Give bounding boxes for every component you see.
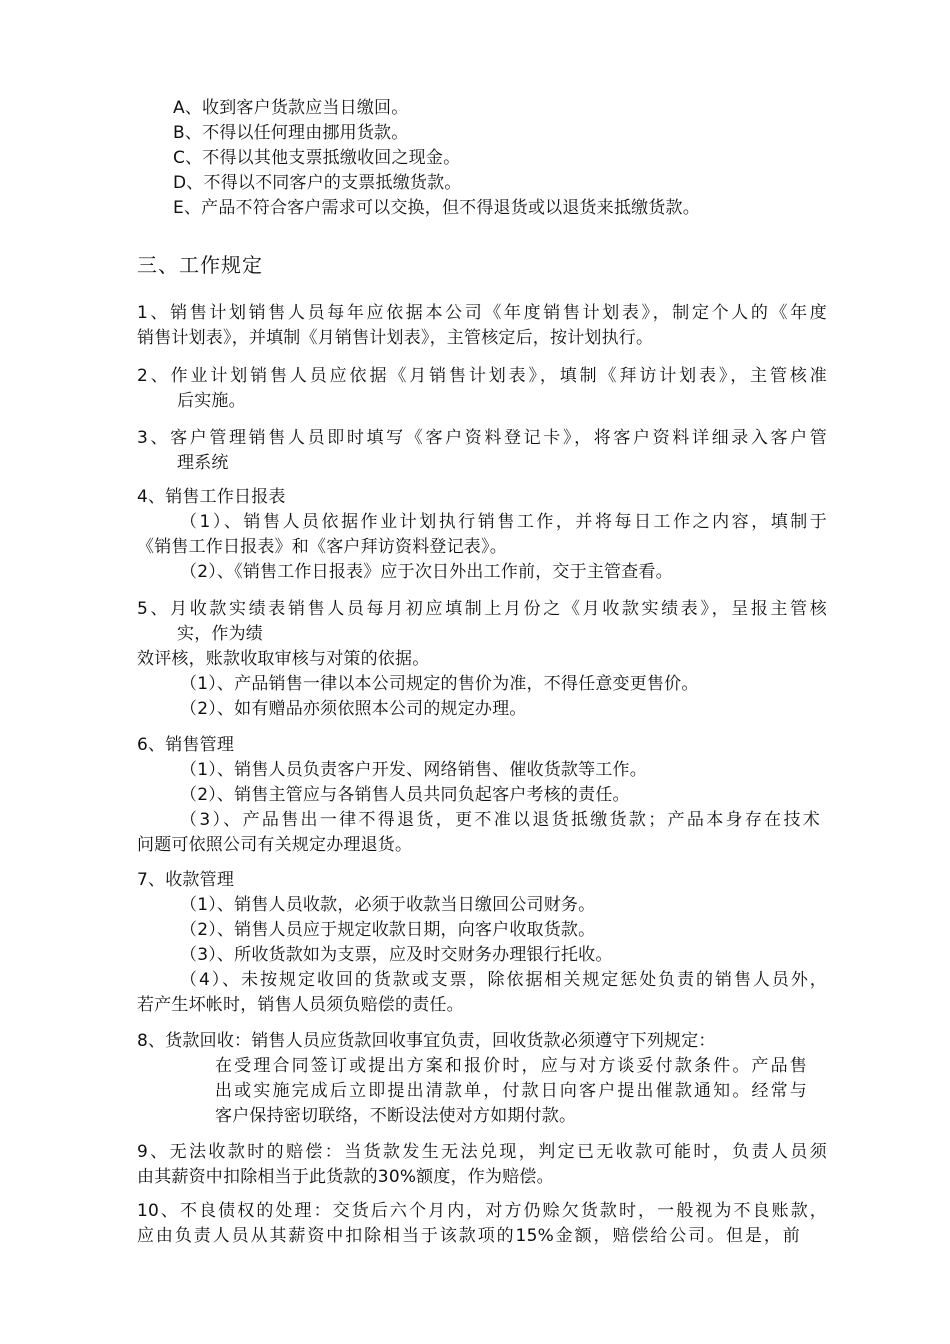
paragraph-line: 问题可依照公司有关规定办理退货。 — [137, 835, 413, 855]
paragraph-line: 《销售工作日报表》和《客户拜访资料登记表》。 — [137, 537, 507, 557]
paragraph-line: （3）、所收货款如为支票，应及时交财务办理银行托收。 — [180, 945, 613, 965]
paragraph-line: （4）、未按规定收回的货款或支票，除依据相关规定惩处负责的销售人员外， — [180, 970, 827, 990]
paragraph-line: （1）、销售人员依据作业计划执行销售工作，并将每日工作之内容，填制于 — [180, 512, 827, 532]
item-title: 7、收款管理 — [137, 870, 235, 890]
paragraph-line: （1）、产品销售一律以本公司规定的售价为准，不得任意变更售价。 — [180, 674, 699, 694]
paragraph-line: 应由负责人员从其薪资中扣除相当于该款项的15%金额，赔偿给公司。但是，前 — [137, 1226, 800, 1246]
paragraph-line: 客户保持密切联络，不断设法使对方如期付款。 — [215, 1106, 577, 1126]
paragraph-line: （2）、《销售工作日报表》应于次日外出工作前，交于主管查看。 — [180, 562, 673, 582]
list-item: B、不得以任何理由挪用货款。 — [173, 123, 409, 143]
paragraph-line: 在受理合同签订或提出方案和报价时，应与对方谈妥付款条件。产品售 — [215, 1056, 807, 1076]
item-title: 4、销售工作日报表 — [137, 487, 286, 507]
paragraph-line: 1、销售计划销售人员每年应依据本公司《年度销售计划表》，制定个人的《年度 — [137, 303, 827, 323]
paragraph-line: （3）、产品售出一律不得退货，更不准以退货抵缴货款；产品本身存在技术 — [180, 810, 820, 830]
paragraph-line: 后实施。 — [177, 391, 246, 411]
paragraph-line: （2）、销售主管应与各销售人员共同负起客户考核的责任。 — [180, 785, 630, 805]
paragraph-line: 由其薪资中扣除相当于此货款的30%额度，作为赔偿。 — [137, 1167, 554, 1187]
paragraph-line: 效评核，账款收取审核与对策的依据。 — [137, 649, 430, 669]
list-item: E、产品不符合客户需求可以交换，但不得退货或以退货来抵缴货款。 — [173, 198, 700, 218]
item-title: 6、销售管理 — [137, 735, 235, 755]
paragraph-line: 理系统 — [177, 453, 229, 473]
list-item: A、收到客户货款应当日缴回。 — [173, 98, 409, 118]
paragraph-line: 销售计划表》，并填制《月销售计划表》，主管核定后，按计划执行。 — [137, 328, 654, 348]
paragraph-line: 9、无法收款时的赔偿：当货款发生无法兑现，判定已无收款可能时，负责人员须 — [137, 1142, 827, 1162]
paragraph-line: （2）、销售人员应于规定收款日期，向客户收取货款。 — [180, 920, 596, 940]
paragraph-line: 实，作为绩 — [177, 624, 263, 644]
list-item: C、不得以其他支票抵缴收回之现金。 — [173, 148, 461, 168]
paragraph-line: （2）、如有赠品亦须依照本公司的规定办理。 — [180, 699, 527, 719]
paragraph-line: 5、月收款实绩表销售人员每月初应填制上月份之《月收款实绩表》，呈报主管核 — [137, 599, 827, 619]
paragraph-line: 10、不良债权的处理：交货后六个月内，对方仍赊欠货款时，一般视为不良账款， — [137, 1201, 827, 1221]
paragraph-line: （1）、销售人员负责客户开发、网络销售、催收货款等工作。 — [180, 760, 647, 780]
paragraph-line: 3、客户管理销售人员即时填写《客户资料登记卡》，将客户资料详细录入客户管 — [137, 428, 827, 448]
paragraph-line: 2、作业计划销售人员应依据《月销售计划表》，填制《拜访计划表》，主管核准 — [137, 366, 827, 386]
section-title: 三、工作规定 — [137, 253, 263, 277]
paragraph-line: 若产生坏帐时，销售人员须负赔偿的责任。 — [137, 995, 464, 1015]
list-item: D、不得以不同客户的支票抵缴货款。 — [173, 173, 462, 193]
paragraph-line: 出或实施完成后立即提出清款单，付款日向客户提出催款通知。经常与 — [215, 1081, 807, 1101]
item-title: 8、货款回收：销售人员应货款回收事宜负责，回收货款必须遵守下列规定： — [137, 1031, 716, 1051]
paragraph-line: （1）、销售人员收款，必须于收款当日缴回公司财务。 — [180, 895, 596, 915]
